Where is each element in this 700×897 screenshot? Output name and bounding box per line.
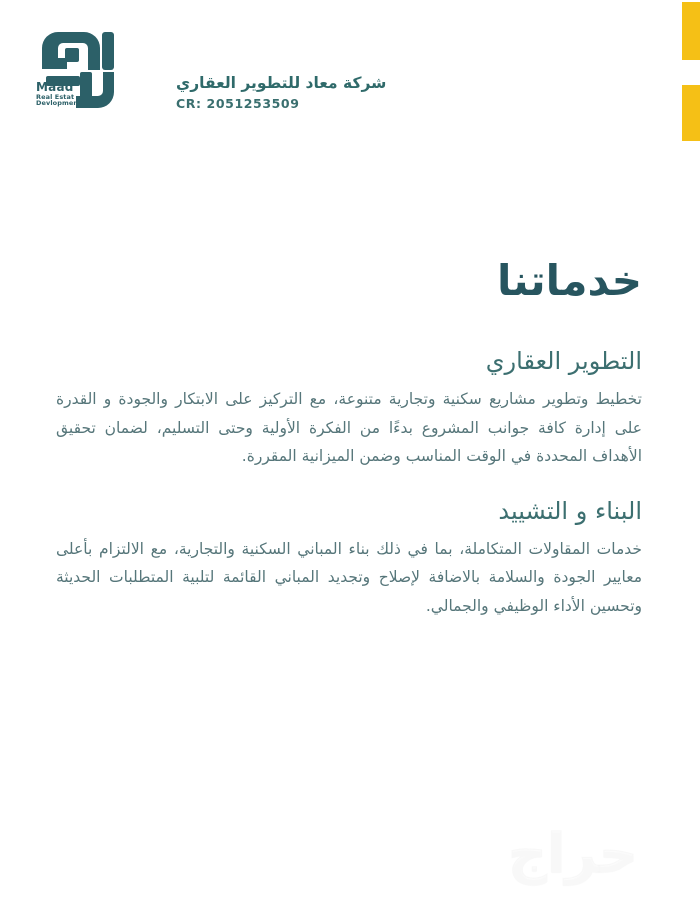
page-title: خدماتنا	[497, 256, 642, 305]
logo-caption-main: Maad	[36, 80, 74, 94]
logo-block	[28, 26, 124, 118]
company-name: شركة معاد للتطوير العقاري	[176, 74, 387, 92]
logo-caption-line2: Real Estat	[36, 92, 75, 101]
service-item-real-estate-development	[56, 346, 642, 470]
watermark-text: حراج	[508, 822, 638, 885]
gold-accent-bar-top	[682, 2, 700, 60]
service-heading: البناء و التشييد	[498, 496, 642, 525]
service-description: خدمات المقاولات المتكاملة، بما في ذلك بناء المباني السكنية والتجارية، مع الالتزام بأعلى معايير الجودة والسلامة بالاضافة لإصلاح وتجديد المباني القائمة لتلبية المتطلبات الحديثة وتحسين الأداء الوظيفي والجمالي.	[56, 540, 642, 615]
service-item-construction	[56, 496, 642, 620]
services-section	[56, 258, 642, 646]
haraj-watermark	[458, 823, 688, 885]
logo-caption-line3: Devlopment	[36, 99, 82, 108]
brand-text-block	[176, 74, 386, 111]
commercial-registration: CR: 2051253509	[176, 96, 300, 112]
gold-accent-bar-second	[682, 85, 700, 141]
logo-caption	[36, 81, 92, 107]
service-description: تخطيط وتطوير مشاريع سكنية وتجارية متنوعة، مع التركيز على الابتكار والجودة و القدرة على إدارة كافة جوانب المشروع بدءًا من الفكرة الأولية وحتى التسليم، لضمان تحقيق الأهداف المحددة في الوقت المناسب وضمن الميزانية المقررة.	[56, 390, 642, 465]
document-header	[28, 26, 672, 126]
service-heading: التطوير العقاري	[485, 347, 642, 376]
